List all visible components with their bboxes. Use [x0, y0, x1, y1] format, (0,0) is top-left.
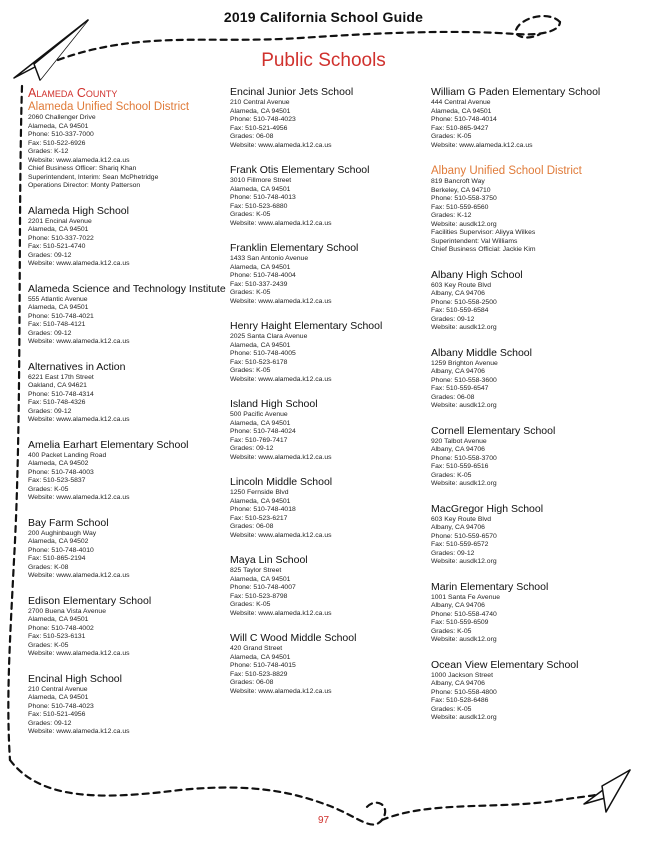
detail-line: Website: ausdk12.org: [431, 558, 497, 565]
detail-line: Grades: 09-12: [431, 315, 475, 323]
detail-line: Alameda, CA 94501: [230, 341, 291, 349]
detail-line: Grades: K-08: [28, 563, 69, 571]
detail-line: Website: www.alameda.k12.ca.us: [28, 156, 130, 164]
detail-line: Alameda, CA 94501: [230, 653, 291, 661]
school-name: Albany High School: [431, 268, 523, 281]
detail-line: Grades: K-05: [28, 485, 69, 493]
detail-line: Website: ausdk12.org: [431, 636, 497, 643]
detail-line: Website: www.alameda.k12.ca.us: [28, 338, 130, 345]
detail-line: Grades: K-12: [28, 148, 69, 155]
detail-line: Grades: 06-08: [230, 679, 274, 686]
detail-line: Fax: 510-559-6584: [431, 307, 489, 314]
detail-line: Alameda, CA 94501: [28, 694, 89, 701]
detail-line: Phone: 510-748-4023: [28, 702, 94, 710]
detail-line: Grades: 09-12: [28, 719, 72, 727]
school-entry: [230, 554, 435, 618]
detail-line: Website: www.alameda.k12.ca.us: [230, 375, 332, 383]
detail-line: Phone: 510-558-2500: [431, 298, 497, 306]
column-3: [431, 86, 636, 737]
detail-line: Alameda, CA 94501: [230, 185, 291, 193]
detail-line: 825 Taylor Street: [230, 567, 282, 574]
school-name: Encinal High School: [28, 672, 122, 685]
school-name: Bay Farm School: [28, 516, 109, 529]
detail-line: 500 Pacific Avenue: [230, 411, 288, 418]
detail-line: Phone: 510-748-4023: [230, 116, 296, 123]
detail-line: Phone: 510-748-4018: [230, 506, 296, 513]
school-entry: [28, 205, 233, 269]
detail-line: Grades: 06-08: [431, 393, 475, 401]
school-entry: [230, 242, 435, 306]
school-name: Albany Middle School: [431, 346, 532, 359]
school-name: Alameda High School: [28, 204, 129, 217]
detail-line: 603 Key Route Blvd: [431, 281, 492, 289]
detail-line: Fax: 510-865-9427: [431, 124, 489, 132]
column-2: [230, 86, 435, 710]
detail-line: Fax: 510-522-6926: [28, 139, 86, 147]
detail-line: Grades: K-05: [230, 289, 271, 296]
county-heading: Alameda County: [28, 86, 118, 100]
detail-line: Fax: 510-769-7417: [230, 436, 288, 444]
detail-line: Fax: 510-748-4121: [28, 321, 86, 328]
school-name: Will C Wood Middle School: [230, 632, 357, 644]
detail-line: Alameda, CA 94501: [431, 107, 492, 115]
detail-line: Alameda, CA 94501: [230, 107, 291, 115]
school-entry: [28, 517, 233, 581]
detail-line: Fax: 510-528-6486: [431, 697, 489, 704]
detail-line: Grades: 06-08: [230, 133, 274, 140]
school-name: Alternatives in Action: [28, 360, 126, 373]
detail-line: Website: www.alameda.k12.ca.us: [230, 531, 332, 539]
detail-line: Website: www.alameda.k12.ca.us: [28, 572, 130, 579]
detail-line: Fax: 510-521-4956: [230, 124, 288, 132]
detail-line: Website: www.alameda.k12.ca.us: [28, 260, 130, 267]
detail-line: Chief Business Official: Jackie Kim: [431, 246, 536, 253]
school-entry: [230, 632, 435, 696]
detail-line: Website: www.alameda.k12.ca.us: [230, 141, 332, 149]
detail-line: Albany, CA 94706: [431, 368, 485, 375]
detail-line: Albany, CA 94706: [431, 524, 485, 531]
detail-line: Fax: 510-523-6131: [28, 633, 86, 640]
detail-line: Fax: 510-523-8829: [230, 670, 288, 678]
detail-line: Grades: K-05: [431, 133, 472, 140]
detail-line: Phone: 510-748-4015: [230, 662, 296, 669]
district-entry: [431, 164, 636, 255]
detail-line: Website: www.alameda.k12.ca.us: [28, 416, 130, 423]
detail-line: Fax: 510-337-2439: [230, 280, 288, 288]
detail-line: Phone: 510-748-4013: [230, 194, 296, 201]
school-entry: [431, 659, 636, 723]
detail-line: Grades: 09-12: [28, 329, 72, 337]
school-name: Frank Otis Elementary School: [230, 164, 370, 176]
detail-line: 1433 San Antonio Avenue: [230, 255, 309, 262]
detail-line: Superintendent: Val Williams: [431, 237, 518, 245]
detail-line: Phone: 510-748-4021: [28, 312, 94, 320]
detail-line: Alameda, CA 94501: [28, 122, 89, 130]
detail-line: Alameda, CA 94501: [28, 226, 89, 233]
detail-line: Fax: 510-523-5837: [28, 477, 86, 484]
detail-line: 1259 Brighton Avenue: [431, 359, 498, 367]
detail-line: Grades: K-12: [431, 212, 472, 219]
school-name: Encinal Junior Jets School: [230, 86, 354, 98]
school-name: MacGregor High School: [431, 502, 544, 515]
detail-line: Phone: 510-337-7000: [28, 131, 94, 138]
school-entry: [230, 398, 435, 462]
detail-line: Phone: 510-558-4800: [431, 688, 497, 696]
detail-line: Phone: 510-748-4003: [28, 468, 94, 476]
detail-line: Fax: 510-521-4740: [28, 243, 86, 250]
school-entry: [230, 164, 435, 228]
detail-line: Grades: 06-08: [230, 523, 274, 530]
district-name: Albany Unified School District: [431, 165, 582, 177]
school-entry: [28, 595, 233, 659]
detail-line: Phone: 510-559-6570: [431, 532, 497, 540]
detail-line: Fax: 510-559-6560: [431, 203, 489, 211]
detail-line: 420 Grand Street: [230, 645, 283, 652]
detail-line: Fax: 510-748-4326: [28, 399, 86, 406]
detail-line: Website: www.alameda.k12.ca.us: [230, 219, 332, 227]
detail-line: 1250 Fernside Blvd: [230, 489, 289, 496]
detail-line: Website: www.alameda.k12.ca.us: [230, 453, 332, 461]
section-title: Public Schools: [261, 50, 386, 71]
detail-line: Operations Director: Monty Patterson: [28, 182, 141, 189]
detail-line: Fax: 510-523-8798: [230, 592, 288, 600]
school-name: Amelia Earhart Elementary School: [28, 438, 189, 451]
school-entry: [431, 269, 636, 333]
school-name: Island High School: [230, 398, 318, 410]
detail-line: Website: www.alameda.k12.ca.us: [230, 687, 332, 695]
detail-line: Fax: 510-523-6880: [230, 202, 288, 210]
detail-line: Alameda, CA 94501: [28, 616, 89, 623]
school-list: [431, 269, 636, 723]
detail-line: Fax: 510-559-6509: [431, 619, 489, 626]
detail-line: Phone: 510-558-3600: [431, 376, 497, 384]
school-entry: [230, 320, 435, 384]
detail-line: Website: www.alameda.k12.ca.us: [431, 141, 533, 149]
detail-line: Superintendent, Interim: Sean McPhetridge: [28, 173, 159, 181]
detail-line: 400 Packet Landing Road: [28, 451, 107, 459]
detail-line: 2700 Buena Vista Avenue: [28, 607, 106, 615]
detail-line: Oakland, CA 94621: [28, 382, 87, 389]
detail-line: 2060 Challenger Drive: [28, 114, 96, 121]
school-entry: [28, 283, 233, 347]
detail-line: Albany, CA 94706: [431, 446, 485, 453]
district-details: [431, 178, 636, 255]
detail-line: Grades: 09-12: [28, 407, 72, 415]
detail-line: Alameda, CA 94501: [230, 575, 291, 583]
detail-line: 210 Central Avenue: [230, 99, 290, 106]
detail-line: Website: www.alameda.k12.ca.us: [28, 650, 130, 657]
detail-line: Phone: 510-748-4005: [230, 350, 296, 357]
school-name: Henry Haight Elementary School: [230, 320, 383, 332]
detail-line: Phone: 510-748-4010: [28, 546, 94, 554]
school-entry: [431, 347, 636, 411]
detail-line: Grades: K-05: [230, 601, 271, 608]
detail-line: Berkeley, CA 94710: [431, 186, 491, 194]
school-list: [230, 86, 435, 696]
detail-line: Website: ausdk12.org: [431, 402, 497, 409]
detail-line: Fax: 510-559-6572: [431, 541, 489, 548]
school-entry: [431, 581, 636, 645]
column-1: [28, 86, 233, 751]
detail-line: Website: www.alameda.k12.ca.us: [230, 609, 332, 617]
detail-line: Website: www.alameda.k12.ca.us: [28, 728, 130, 735]
detail-line: 200 Aughinbaugh Way: [28, 529, 97, 537]
detail-line: Albany, CA 94706: [431, 602, 485, 609]
detail-line: Grades: K-05: [28, 641, 69, 649]
school-entry: [28, 673, 233, 737]
detail-line: Grades: K-05: [230, 211, 271, 218]
detail-line: Fax: 510-559-6547: [431, 385, 489, 392]
detail-line: Grades: K-05: [230, 367, 271, 374]
detail-line: 2201 Encinal Avenue: [28, 217, 92, 225]
school-name: Lincoln Middle School: [230, 476, 333, 488]
detail-line: Alameda, CA 94502: [28, 460, 89, 467]
school-name: Ocean View Elementary School: [431, 658, 579, 671]
detail-line: Grades: 09-12: [431, 549, 475, 557]
detail-line: Phone: 510-558-3700: [431, 454, 497, 462]
detail-line: Fax: 510-523-6178: [230, 358, 288, 366]
detail-line: Alameda, CA 94501: [230, 497, 291, 505]
detail-line: Grades: K-05: [431, 705, 472, 713]
district-name: Alameda Unified School District: [28, 101, 190, 113]
detail-line: Albany, CA 94706: [431, 680, 485, 687]
school-entry: [230, 86, 435, 150]
detail-line: 603 Key Route Blvd: [431, 515, 492, 523]
school-name: William G Paden Elementary School: [431, 86, 601, 98]
detail-line: Albany, CA 94706: [431, 290, 485, 297]
school-entry: [431, 425, 636, 489]
detail-line: 1001 Santa Fe Avenue: [431, 593, 501, 601]
detail-line: Phone: 510-748-4024: [230, 428, 296, 435]
detail-line: Phone: 510-558-4740: [431, 610, 497, 618]
school-name: Marin Elementary School: [431, 580, 549, 593]
school-entry: [28, 361, 233, 425]
detail-line: Fax: 510-559-6516: [431, 463, 489, 470]
school-name: Edison Elementary School: [28, 594, 152, 607]
left-dashed-path: [8, 86, 22, 760]
detail-line: 819 Bancroft Way: [431, 178, 485, 185]
school-entry: [28, 439, 233, 503]
school-name: Franklin Elementary School: [230, 242, 359, 254]
detail-line: Grades: 09-12: [28, 251, 72, 259]
detail-line: 6221 East 17th Street: [28, 373, 94, 381]
detail-line: Phone: 510-558-3750: [431, 195, 497, 202]
detail-line: Website: ausdk12.org: [431, 480, 497, 487]
paper-airplane-icon: [584, 770, 630, 812]
school-name: Maya Lin School: [230, 554, 308, 566]
detail-line: Phone: 510-337-7022: [28, 234, 94, 242]
detail-line: Chief Business Officer: Shariq Khan: [28, 165, 137, 172]
detail-line: Phone: 510-748-4002: [28, 624, 94, 632]
detail-line: 1000 Jackson Street: [431, 671, 493, 679]
detail-line: Website: ausdk12.org: [431, 220, 497, 228]
school-list: [28, 205, 233, 737]
detail-line: Alameda, CA 94501: [230, 263, 291, 271]
detail-line: Website: www.alameda.k12.ca.us: [230, 297, 332, 305]
detail-line: 555 Atlantic Avenue: [28, 295, 88, 303]
detail-line: Website: ausdk12.org: [431, 324, 497, 331]
detail-line: Grades: K-05: [431, 627, 472, 635]
detail-line: Fax: 510-523-6217: [230, 514, 288, 522]
district-details: [28, 114, 233, 191]
page-number: 97: [317, 815, 330, 826]
detail-line: Website: www.alameda.k12.ca.us: [28, 494, 130, 501]
detail-line: Fax: 510-521-4956: [28, 711, 86, 718]
school-entry: [431, 86, 636, 150]
detail-line: 210 Central Avenue: [28, 685, 88, 693]
detail-line: Phone: 510-748-4314: [28, 390, 94, 398]
school-entry: [431, 503, 636, 567]
detail-line: Phone: 510-748-4007: [230, 584, 296, 591]
detail-line: Grades: 09-12: [230, 445, 274, 452]
detail-line: Facilities Supervisor: Aliyya Wilkes: [431, 229, 536, 236]
school-entry: [230, 476, 435, 540]
detail-line: Phone: 510-748-4014: [431, 116, 497, 123]
detail-line: Alameda, CA 94501: [230, 419, 291, 427]
detail-line: 2025 Santa Clara Avenue: [230, 333, 308, 340]
detail-line: 3010 Fillmore Street: [230, 177, 292, 184]
school-name: Cornell Elementary School: [431, 424, 556, 437]
detail-line: 920 Talbot Avenue: [431, 437, 487, 445]
school-name: Alameda Science and Technology Institute: [28, 282, 226, 295]
detail-line: 444 Central Avenue: [431, 99, 491, 106]
detail-line: Alameda, CA 94502: [28, 538, 89, 545]
detail-line: Grades: K-05: [431, 471, 472, 479]
district-entry: [28, 100, 233, 191]
guide-title: 2019 California School Guide: [223, 9, 424, 25]
detail-line: Phone: 510-748-4004: [230, 272, 296, 279]
detail-line: Website: ausdk12.org: [431, 714, 497, 721]
school-list: [431, 86, 636, 150]
detail-line: Alameda, CA 94501: [28, 304, 89, 311]
detail-line: Fax: 510-865-2194: [28, 555, 86, 562]
